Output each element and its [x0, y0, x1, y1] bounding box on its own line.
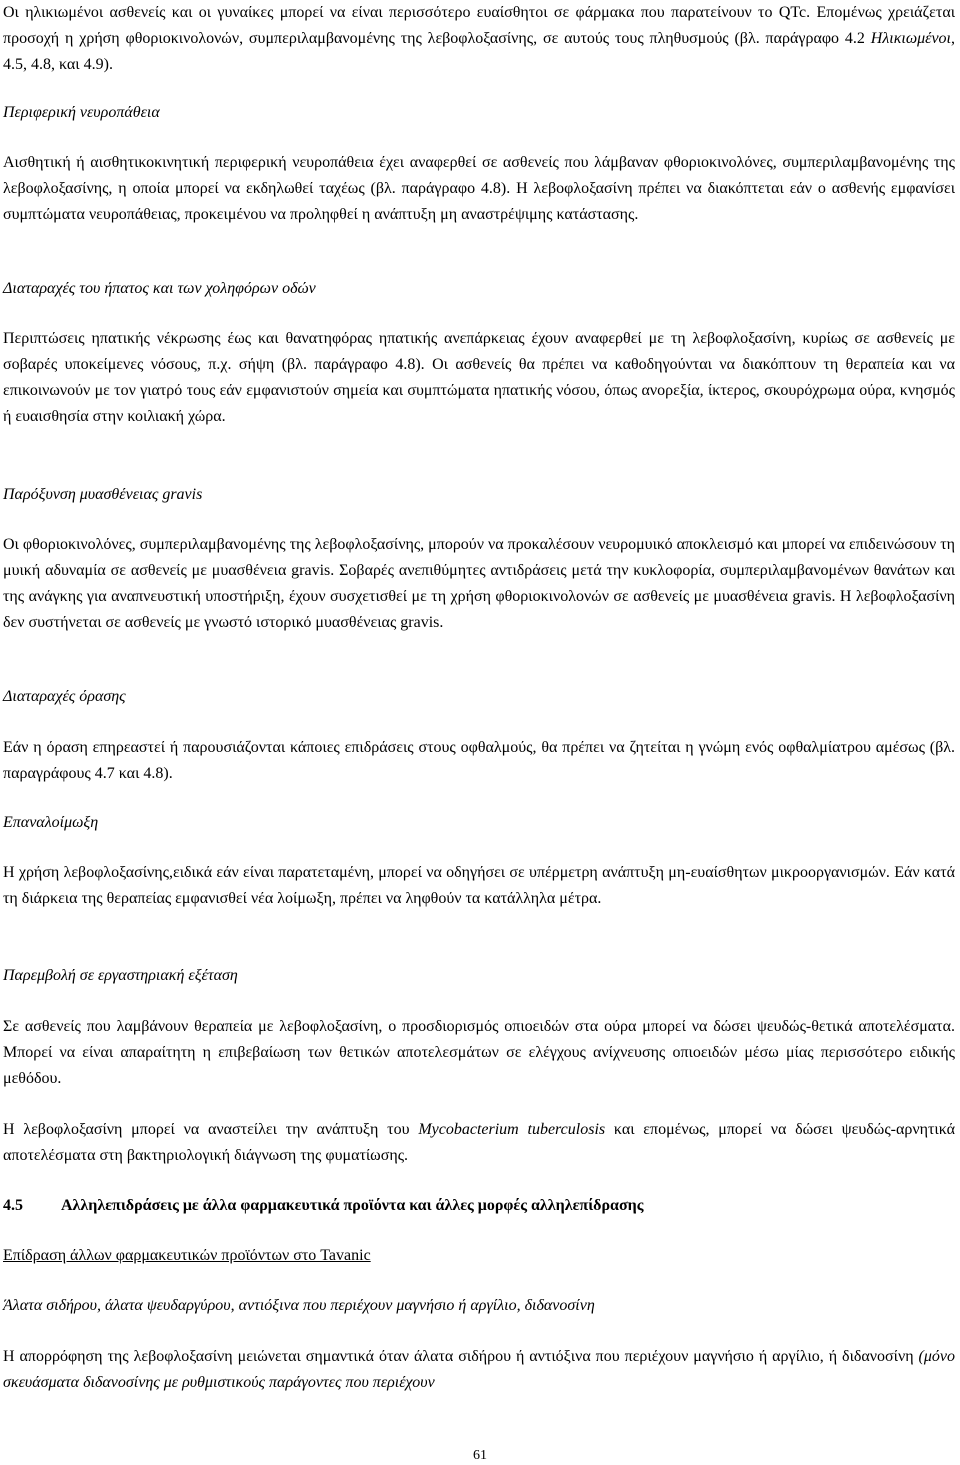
paragraph-italic-text: (μόνο σκευάσματα διδανοσίνης με ρυθμιστικούς παράγοντες που περιέχουν — [3, 1348, 955, 1391]
paragraph-vision-disorders: Εάν η όραση επηρεαστεί ή παρουσιάζονται κάποιες επιδράσεις στους οφθαλμούς, θα πρέπει να ζητείται η γνώμη ενός οφθαλμίατρου αμέσως (βλ. παραγράφους 4.7 και 4.8). — [3, 739, 955, 782]
paragraph-italic-text: Ηλικιωμένοι — [870, 30, 951, 47]
paragraph-peripheral-neuropathy: Αισθητική ή αισθητικοκινητική περιφερική νευροπάθεια έχει αναφερθεί σε ασθενείς που λάμβαναν φθοριοκινολόνες, συμπεριλαμβανομένης της λεβοφλοξασίνης, η οποία μπορεί να εκδηλωθεί ταχέως (βλ. παράγραφο 4.8). Η λεβοφλοξασίνη πρέπει να διακόπτεται εάν ο ασθενής εμφανίσει συμπτώματα νευροπάθειας, προκειμένου να προληφθεί η ανάπτυξη μη αναστρέψιμης κατάστασης. — [3, 154, 955, 223]
heading-liver-disorders: Διαταραχές του ήπατος και των χοληφόρων οδών — [3, 280, 316, 297]
paragraph-liver-disorders: Περιπτώσεις ηπατικής νέκρωσης έως και θανατηφόρας ηπατικής ανεπάρκειας έχουν αναφερθεί με τη λεβοφλοξασίνη, κυρίως σε ασθενείς με σοβαρές υποκείμενες νόσους, π.χ. σήψη (βλ. παράγραφο 4.8). Οι ασθενείς θα πρέπει να καθοδηγούνται να διακόπτουν τη θεραπεία και να επικοινωνούν με τον γιατρό τους εάν εμφανιστούν σημεία και συμπτώματα ηπατικής νόσου, όπως ανορεξία, ίκτερος, σκουρόχρωμα ούρα, κνησμός ή ευαισθησία στην κοιλιακή χώρα. — [3, 330, 955, 425]
heading-vision-disorders: Διαταραχές όρασης — [3, 688, 126, 705]
paragraph-text: , 4.5, 4.8, και 4.9). — [3, 30, 955, 73]
paragraph-superinfection: Η χρήση λεβοφλοξασίνης,ειδικά εάν είναι παρατεταμένη, μπορεί να οδηγήσει σε υπέρμετρη ανάπτυξη μη-ευαίσθητων μικροοργανισμών. Εάν κατά τη διάρκεια της θεραπείας εμφανισθεί νέα λοίμωξη, πρέπει να ληφθούν τα κατάλληλα μέτρα. — [3, 864, 955, 907]
page-number: 61 — [473, 1448, 487, 1463]
heading-myasthenia-gravis: Παρόξυνση μυασθένειας gravis — [3, 486, 203, 503]
heading-lab-interference: Παρεμβολή σε εργαστηριακή εξέταση — [3, 967, 238, 984]
heading-superinfection: Επαναλοίμωξη — [3, 814, 99, 831]
paragraph-myasthenia-gravis: Οι φθοριοκινολόνες, συμπεριλαμβανομένης της λεβοφλοξασίνης, μπορούν να προκαλέσουν νευρομυικό αποκλεισμό και μπορεί να επιδεινώσουν τη μυική αδυναμία σε ασθενείς με μυασθένεια gravis. Σοβαρές ανεπιθύμητες αντιδράσεις μετά την κυκλοφορία, συμπεριλαμβανομένων θανάτων και της ανάγκης για αναπνευστική υποστήριξη, έχουν συσχετισθεί με τη χρήση φθοριοκινολονών σε ασθενείς με μυασθένεια gravis. Η λεβοφλοξασίνη δεν συστήνεται σε ασθενείς με γνωστό ιστορικό μυασθένειας gravis. — [3, 536, 955, 631]
section-number: 4.5 — [3, 1197, 23, 1214]
section-heading-4-5 — [3, 1193, 953, 1219]
paragraph-lab-interference-opioids: Σε ασθενείς που λαμβάνουν θεραπεία με λεβοφλοξασίνη, ο προσδιορισμός οπιοειδών στα ούρα μπορεί να δώσει ψευδώς-θετικά αποτελέσματα. Μπορεί να είναι απαραίτητη η επιβεβαίωση των θετικών αποτελεσμάτων σε ελέγχους ανίχνευσης οπιοειδών μέσω μίας περισσότερο ειδικής μεθόδου. — [3, 1018, 955, 1087]
paragraph-text: Οι ηλικιωμένοι ασθενείς και οι γυναίκες μπορεί να είναι περισσότερο ευαίσθητοι σε φάρμακα που παρατείνουν το QTc. Επομένως χρειάζεται προσοχή η χρήση φθοριοκινολονών, συμπεριλαμβανομένης της λεβοφλοξασίνης, σε αυτούς τους πληθυσμούς (βλ. παράγραφο 4.2 — [3, 4, 955, 47]
paragraph-elderly-qtc — [3, 0, 955, 78]
section-title: Αλληλεπιδράσεις με άλλα φαρμακευτικά προϊόντα και άλλες μορφές αλληλεπίδρασης — [61, 1197, 644, 1214]
paragraph-italic-text: Mycobacterium tuberculosis — [418, 1121, 606, 1138]
heading-effect-of-other-products: Επίδραση άλλων φαρμακευτικών προϊόντων στο Tavanic — [3, 1247, 371, 1264]
paragraph-text: Η απορρόφηση της λεβοφλοξασίνη μειώνεται σημαντικά όταν άλατα σιδήρου ή αντιόξινα που περιέχουν μαγνήσιο ή αργίλιο, ή διδανοσίνη — [3, 1348, 919, 1365]
heading-iron-zinc-antacids: Άλατα σιδήρου, άλατα ψευδαργύρου, αντιόξινα που περιέχουν μαγνήσιο ή αργίλιο, διδανοσίνη — [3, 1297, 595, 1314]
paragraph-text: Η λεβοφλοξασίνη μπορεί να αναστείλει την ανάπτυξη του — [3, 1121, 419, 1138]
paragraph-lab-interference-tuberculosis — [3, 1117, 955, 1169]
heading-peripheral-neuropathy: Περιφερική νευροπάθεια — [3, 104, 160, 121]
paragraph-iron-zinc-antacids — [3, 1344, 955, 1396]
paragraph-text: και επομένως, μπορεί να δώσει ψευδώς-αρνητικά αποτελέσματα στη βακτηριολογική διάγνωση της φυματίωσης. — [3, 1121, 956, 1164]
